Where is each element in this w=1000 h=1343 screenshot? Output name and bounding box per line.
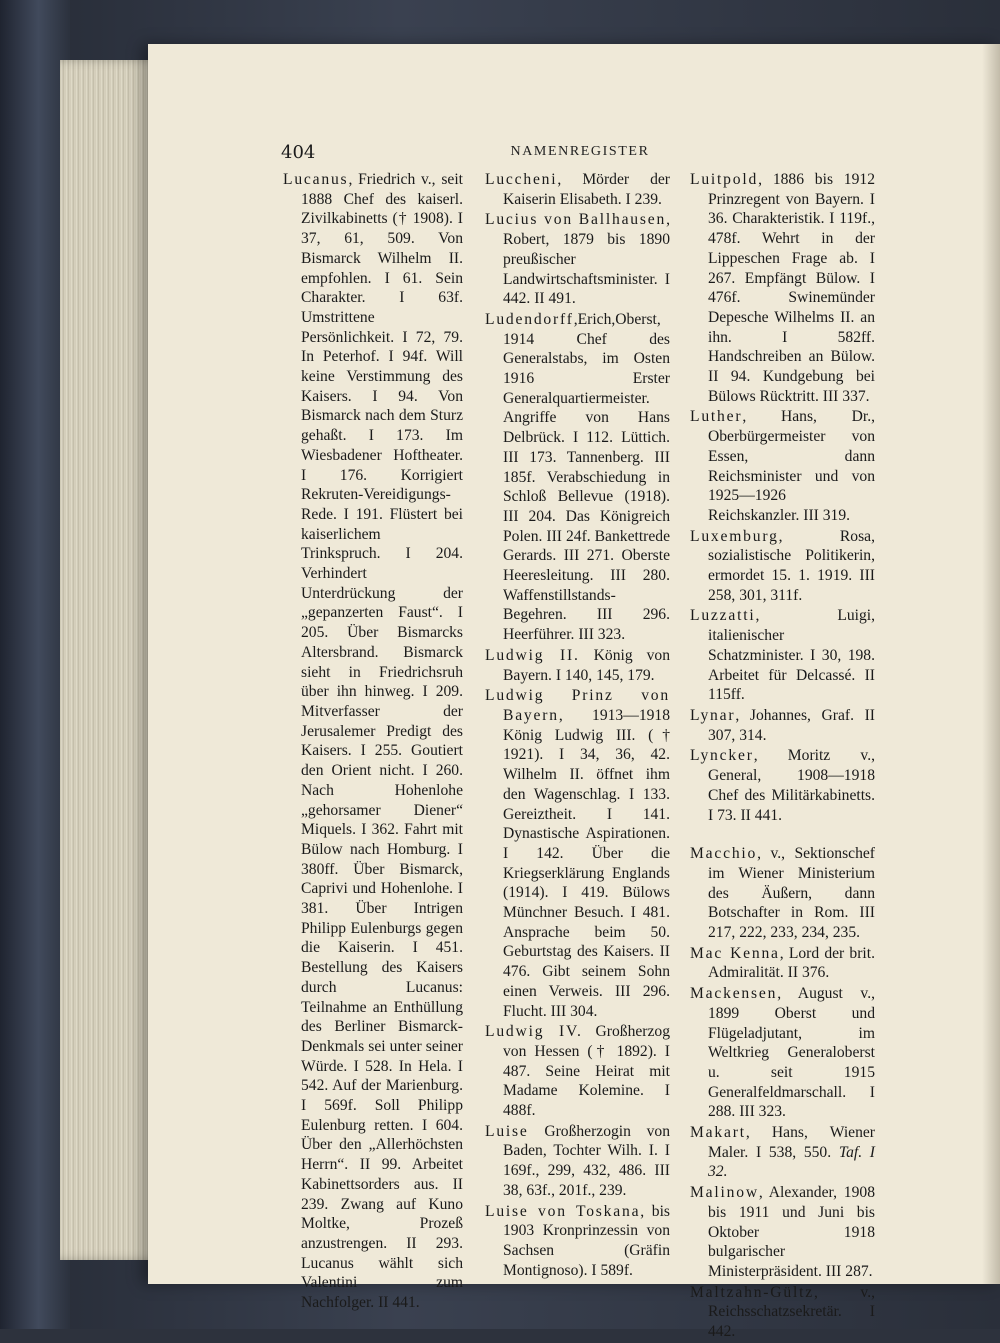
index-entry-text: , 1913—1918 König Ludwig III. († 1921). I 34, 36, 42. Wilhelm II. öffnet ihm den Wagenschlag. I 133. Gereiztheit. I 141. Dynastische Aspirationen. I 142. Über die Kriegserklärung Englands (1914). I 419. Bülows Münchner Besuch. I 481. Ansprache beim 50. Geburtstag des Kaisers. II 476. Gibt seinem Sohn einen Verweis. III 296. Flucht. III 304. [503, 706, 670, 1020]
index-entry-text: , Robert, 1879 bis 1890 preußischer Landwirtschaftsminister. I 442. II 491. [503, 211, 670, 308]
index-column-left [283, 170, 463, 1314]
index-column-right [690, 170, 875, 1343]
index-entry [690, 407, 875, 525]
index-entry-name: Macchio [690, 845, 758, 863]
index-entry-text: König von Bayern. I 140, 145, 179. [503, 646, 670, 684]
index-entry-name: Lucanus [283, 171, 349, 188]
index-entry-text: , v., Sektionschef im Wiener Ministerium des Äußern, dann Botschafter in Rom. III 217, 222, 233, 234, 235. [708, 845, 875, 942]
index-entry-text: , Johannes, Graf. II 307, 314. [708, 706, 875, 744]
page-gutter-shadow [982, 44, 1000, 1284]
index-entry-name: Lucius von Ballhausen [485, 211, 667, 229]
index-entry-text: , Friedrich v., seit 1888 Chef des kaiserl. Zivilkabinetts († 1908). I 37, 61, 509. Von Bismarck Wilhelm II. empfohlen. I 61. Sein Charakter. I 63f. Umstrittene Persönlichkeit. I 72, 79. In Peterhof. I 94f. Will keine Verstimmung des Kaisers. I 94. Von Bismarck nach dem Sturz gehaßt. I 173. Im Wiesbadener Hoftheater. I 176. Korrigiert Rekruten-Vereidigungs-Rede. I 191. Flüstert bei kaiserlichem Trinkspruch. I 204. Verhindert Unterdrückung der „gepanzerten Faust“. I 205. Über Bismarcks Altersbrand. Bismarck sieht in Friedrichsruh über ihn hinweg. I 209. Mitverfasser der Jerusalemer Predigt des Kaisers. I 255. Goutiert den Orient nicht. I 260. Nach Hohenlohe „gehorsamer Diener“ Miquels. I 362. Fahrt mit Bülow nach Homburg. I 380ff. Über Bismarck, Caprivi und Hohenlohe. I 381. Über Intrigen Philipp Eulenburgs gegen die Kaiserin. I 451. Bestellung des Kaisers durch Lucanus: Teilnahme an Enthüllung des Berliner Bismarck-Denkmals sei unter seiner Würde. I 528. In Hela. I 542. Auf der Marienburg. I 569f. Soll Philipp Eulenburg retten. I 604. Über den „Allerhöchsten Herrn“. II 99. Arbeitet Kabinettsorders aus. II 239. Zwang auf Kuno Moltke, Prozeß anzustrengen. II 293. Lucanus wählt sich Valentini zum Nachfolger. II 441. [301, 171, 463, 1312]
index-entry-name: Lynar [690, 706, 736, 724]
index-entry-name: Ludwig II. [485, 646, 580, 664]
index-entry-name: Luxemburg [690, 527, 779, 545]
index-entry-text: , Luigi, italienischer Schatzminister. I 30, 198. Arbeitet für Delcassé. II 115ff. [708, 607, 875, 704]
index-entry [690, 1123, 875, 1182]
index-entry [690, 944, 875, 983]
running-head: NAMENREGISTER [510, 144, 650, 159]
index-entry [485, 210, 670, 309]
index-entry [690, 1183, 875, 1282]
index-entry-text: , bis 1903 Kronprinzessin von Sachsen (Gräfin Montignoso). I 589f. [503, 1202, 670, 1279]
index-entry [690, 706, 875, 745]
index-entry-name: Ludendorff [485, 310, 574, 328]
index-entry-text: , Lord der brit. Admiralität. II 376. [708, 944, 875, 982]
index-entry [690, 984, 875, 1122]
index-entry-text: , Hans, Wiener Maler. I 538, 550. [708, 1124, 875, 1161]
index-entry-name: Mackensen [690, 985, 778, 1003]
index-entry [690, 606, 875, 705]
index-entry-text: , Moritz v., General, 1908—1918 Chef des Militärkabinetts. I 73. II 441. [708, 747, 875, 824]
index-entry [485, 686, 670, 1021]
index-entry [485, 646, 670, 685]
index-entry-text: , 1886 bis 1912 Prinzregent von Bayern. I 36. Charakteristik. I 119f., 478f. Wehrt in der Lippeschen Frage ab. I 267. Empfängt Bülow. I 476f. Swinemünder Depesche Wilhelms II. an ihn. I 582ff. Handschreiben an Bülow. II 94. Kundgebung bei Bülows Rücktritt. III 337. [708, 171, 875, 405]
index-entry-text: , Mörder der Kaiserin Elisabeth. I 239. [503, 171, 670, 208]
index-entry [485, 310, 670, 645]
index-entry-name: Malinow [690, 1184, 759, 1202]
index-entry [690, 527, 875, 606]
index-entry-text: , Rosa, sozialistische Politikerin, ermordet 15. 1. 1919. III 258, 301, 311f. [708, 527, 875, 604]
index-entry [690, 844, 875, 943]
index-entry-text: , August v., 1899 Oberst und Flügeladjutant, im Weltkrieg Generaloberst u. seit 1915 Generalfeldmarschall. I 288. III 323. [708, 985, 875, 1121]
index-entry [485, 170, 670, 209]
index-entry-name: Ludwig IV. [485, 1023, 583, 1041]
index-entry-text: , v., Reichsschatzsekretär. I 442. [708, 1283, 875, 1341]
index-entry-name: Luise von Toskana [485, 1202, 641, 1220]
index-entry [485, 1022, 670, 1121]
index-entry-name: Luzzatti [690, 607, 756, 625]
index-entry-name: Luther [690, 408, 743, 426]
index-entry [283, 170, 463, 1313]
index-entry-name: Lyncker [690, 747, 754, 765]
index-entry-text: Großherzogin von Baden, Tochter Wilh. I. I 169f., 299, 432, 486. III 38, 63f., 201f., 239. [503, 1122, 670, 1199]
index-entry [690, 746, 875, 825]
index-entry [690, 170, 875, 406]
index-entry-text: , Hans, Dr., Oberbürgermeister von Essen, dann Reichsminister und von 1925—1926 Reichskanzler. III 319. [708, 408, 875, 524]
index-column-middle [485, 170, 670, 1281]
index-entry-name: Makart [690, 1124, 746, 1142]
index-entry-name: Ludwig Prinz von Bayern [485, 687, 670, 724]
index-entry [485, 1202, 670, 1281]
index-entry-name: Maltzahn-Gültz [690, 1283, 814, 1301]
page-number: 404 [281, 142, 316, 163]
index-entry-text: Großherzog von Hessen († 1892). I 487. Seine Heirat mit Madame Kolemine. I 488f. [503, 1023, 670, 1120]
index-entry-text: , Alexander, 1908 bis 1911 und Juni bis Oktober 1918 bulgarischer Ministerpräsident. III 287. [708, 1184, 875, 1280]
index-entry-name: Luise [485, 1122, 529, 1140]
index-entry-plate-ref: Taf. I 32. [708, 1143, 875, 1181]
index-entry-name: Mac Kenna [690, 944, 780, 962]
index-entry-name: Luccheni [485, 171, 558, 188]
index-entry-name: Luitpold [690, 171, 759, 188]
index-entry [485, 1122, 670, 1201]
index-entry-text: ,Erich,Oberst, 1914 Chef des Generalstabs, im Osten 1916 Erster Generalquartiermeister. Angriffe von Hans Delbrück. I 112. Lüttich. III 173. Tannenberg. III 185f. Verabschiedung in Schloß Bellevue (1918). III 204. Das Königreich Polen. III 24f. Bankettrede Gerards. III 271. Oberste Heeresleitung. III 280. Waffenstillstands-Begehren. III 296. Heerführer. III 323. [503, 310, 670, 644]
index-entry [690, 1283, 875, 1342]
